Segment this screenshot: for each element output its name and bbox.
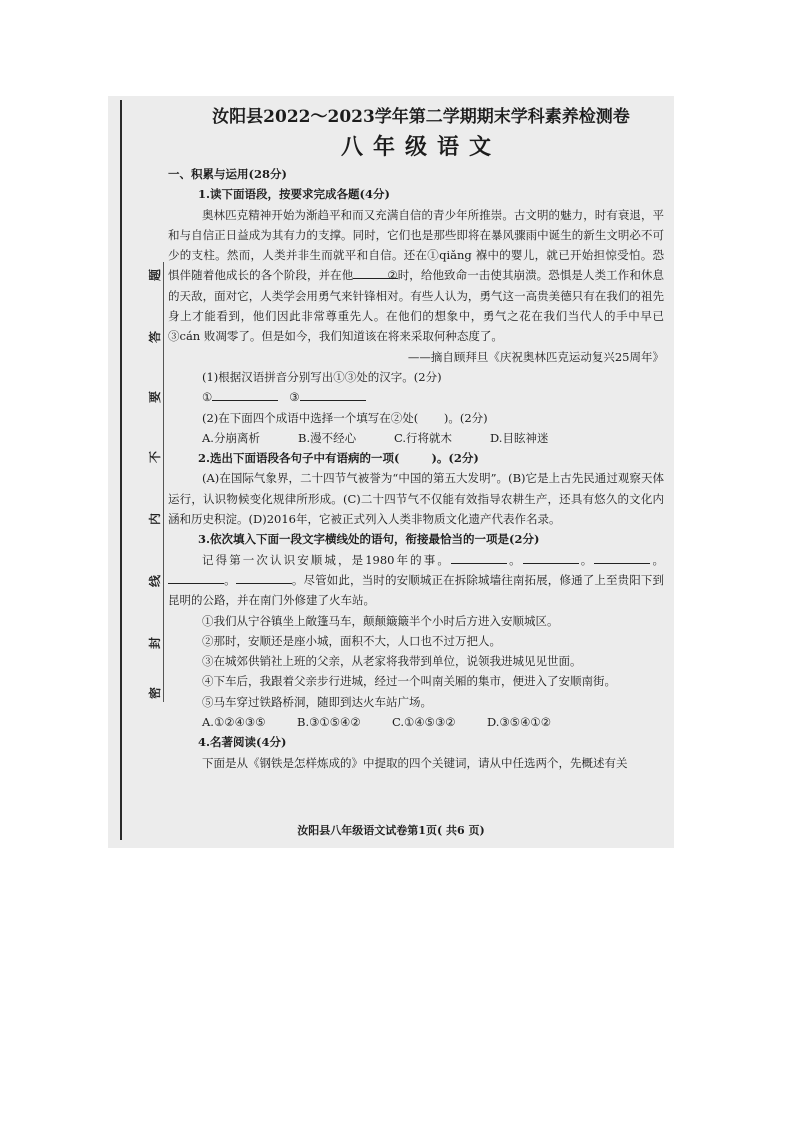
fill-blank[interactable] <box>236 570 292 584</box>
sentence-item: ⑤马车穿过铁路桥洞，随即到达火车站广场。 <box>202 694 432 709</box>
period: 。 <box>650 552 665 567</box>
passage-source: ——摘自顾拜旦《庆祝奥林匹克运动复兴25周年》 <box>407 349 664 364</box>
answer-blank-1[interactable] <box>212 387 278 401</box>
sub-question-2-score: )。(2分) <box>443 410 488 425</box>
seal-char: 内 <box>148 513 162 526</box>
question-1-stem: 1.读下面语段，按要求完成各题(4分) <box>198 187 390 202</box>
question-2-score: )。(2分) <box>431 451 479 466</box>
option-d[interactable]: D.目眩神迷 <box>490 430 549 445</box>
page-footer: 汝阳县八年级语文试卷第1页( 共6 页) <box>297 824 485 837</box>
seal-line <box>163 262 164 702</box>
question-3-passage <box>168 550 664 611</box>
option-b[interactable]: B.③①⑤④② <box>297 715 361 730</box>
passage-text: 时，给他致命一击使其崩溃。恐惧是人类工作和休息的天敌，面对它，人类学会用勇气来针锋相对。有些人认为，勇气这一高贵美德只有在我们的祖先身上才能看到，他们因此非常尊重先人。在他们的想象中，勇气之花在我们当代人的手中早已③cán 败凋零了。但是如今，我们知道该在将来采取何种态度了。 <box>168 268 665 344</box>
option-a[interactable]: A.分崩离析 <box>202 430 260 445</box>
sub-question-2-text: (2)在下面四个成语中选择一个填写在②处( <box>202 410 419 425</box>
binding-line <box>120 100 122 840</box>
exam-title: 汝阳县2022～2023学年第二学期期末学科素养检测卷 <box>212 107 630 127</box>
sub-question-1-answers <box>168 387 664 407</box>
passage-lead: 记得第一次认识安顺城，是1980年的事。 <box>202 552 451 567</box>
question-3-options <box>168 712 664 732</box>
question-2-stem <box>168 448 664 468</box>
question-4-text: 下面是从《钢铁是怎样炼成的》中提取的四个关键词，请从中任选两个，先概述有关 <box>202 755 628 770</box>
seal-char: 要 <box>148 391 162 404</box>
seal-char: 封 <box>148 637 162 650</box>
option-c[interactable]: C.行将就木 <box>394 430 453 445</box>
subject-title: 八年级语文 <box>340 134 501 160</box>
passage-tail: 。尽管如此，当时的安顺城正在拆除城墙往南拓展，修通了上至贵阳下到昆明的公路，并在南门外修建了火车站。 <box>168 572 664 608</box>
option-d[interactable]: D.③⑤④①② <box>487 715 552 730</box>
period: 。 <box>507 552 523 567</box>
question-2-text: 2.选出下面语段各句子中有语病的一项( <box>198 451 400 466</box>
option-b[interactable]: B.漫不经心 <box>298 430 357 445</box>
marker-1: ① <box>202 390 213 405</box>
exam-content <box>168 104 664 773</box>
seal-char: 线 <box>148 575 162 588</box>
question-1-passage <box>168 205 664 347</box>
answer-blank-2[interactable]: ② <box>353 265 397 279</box>
sentence-item: ④下车后，我跟着父亲步行进城，经过一个叫南关厢的集市，便进入了安顺南街。 <box>202 674 616 689</box>
period: 。 <box>224 572 236 587</box>
question-1-options <box>168 428 664 448</box>
question-3-stem: 3.依次填入下面一段文字横线处的语句，衔接最恰当的一项是(2分) <box>198 532 540 547</box>
sub-question-2 <box>168 408 664 428</box>
seal-char: 答 <box>148 331 162 344</box>
option-c[interactable]: C.①④⑤③② <box>392 715 456 730</box>
sentence-item: ③在城郊供销社上班的父亲，从老家将我带到单位，说领我进城见见世面。 <box>202 654 582 669</box>
seal-char: 不 <box>148 451 162 464</box>
question-2-passage: (A)在国际气象界，二十四节气被誉为“中国的第五大发明”。(B)它是上古先民通过观察天体运行，认识物候变化规律所形成。(C)二十四节气不仅能有效指导农耕生产，还具有悠久的文化内涵和历史积淀。(D)2016年，它被正式列入人类非物质文化遗产代表作名录。 <box>168 471 664 527</box>
option-a[interactable]: A.①②④③⑤ <box>202 715 266 730</box>
fill-blank[interactable] <box>451 550 507 564</box>
passage-text: 奥林匹克精神开始为渐趋平和而又充满自信的青少年所推崇。古文明的魅力，时有衰退，平和与自信正日益成为其有力的支撑。同时，它们也是那些即将在暴风骤雨中诞生的新生文明必不可少的支柱。然而，人类并非生而就平和自信。还在①qiǎng 褓中的婴儿，就已开始担惊受怕。恐惧伴随着他成长的各个阶段，并在他 <box>168 207 664 283</box>
sentence-item: ②那时，安顺还是座小城，面积不大，人口也不过万把人。 <box>202 633 501 648</box>
seal-char: 题 <box>148 269 162 282</box>
fill-blank[interactable] <box>523 550 579 564</box>
marker-3: ③ <box>289 390 300 405</box>
seal-char: 密 <box>148 687 162 700</box>
fill-blank[interactable] <box>168 570 224 584</box>
sub-question-1: (1)根据汉语拼音分别写出①③处的汉字。(2分) <box>202 369 442 384</box>
answer-blank-3[interactable] <box>300 387 366 401</box>
fill-blank[interactable] <box>594 550 650 564</box>
section-heading: 一、积累与运用(28分) <box>168 167 287 181</box>
period: 。 <box>578 552 595 567</box>
sentence-item: ①我们从宁谷镇坐上敞篷马车，颠颠簸簸半个小时后方进入安顺城区。 <box>202 613 559 628</box>
question-4-stem: 4.名著阅读(4分) <box>198 735 287 750</box>
